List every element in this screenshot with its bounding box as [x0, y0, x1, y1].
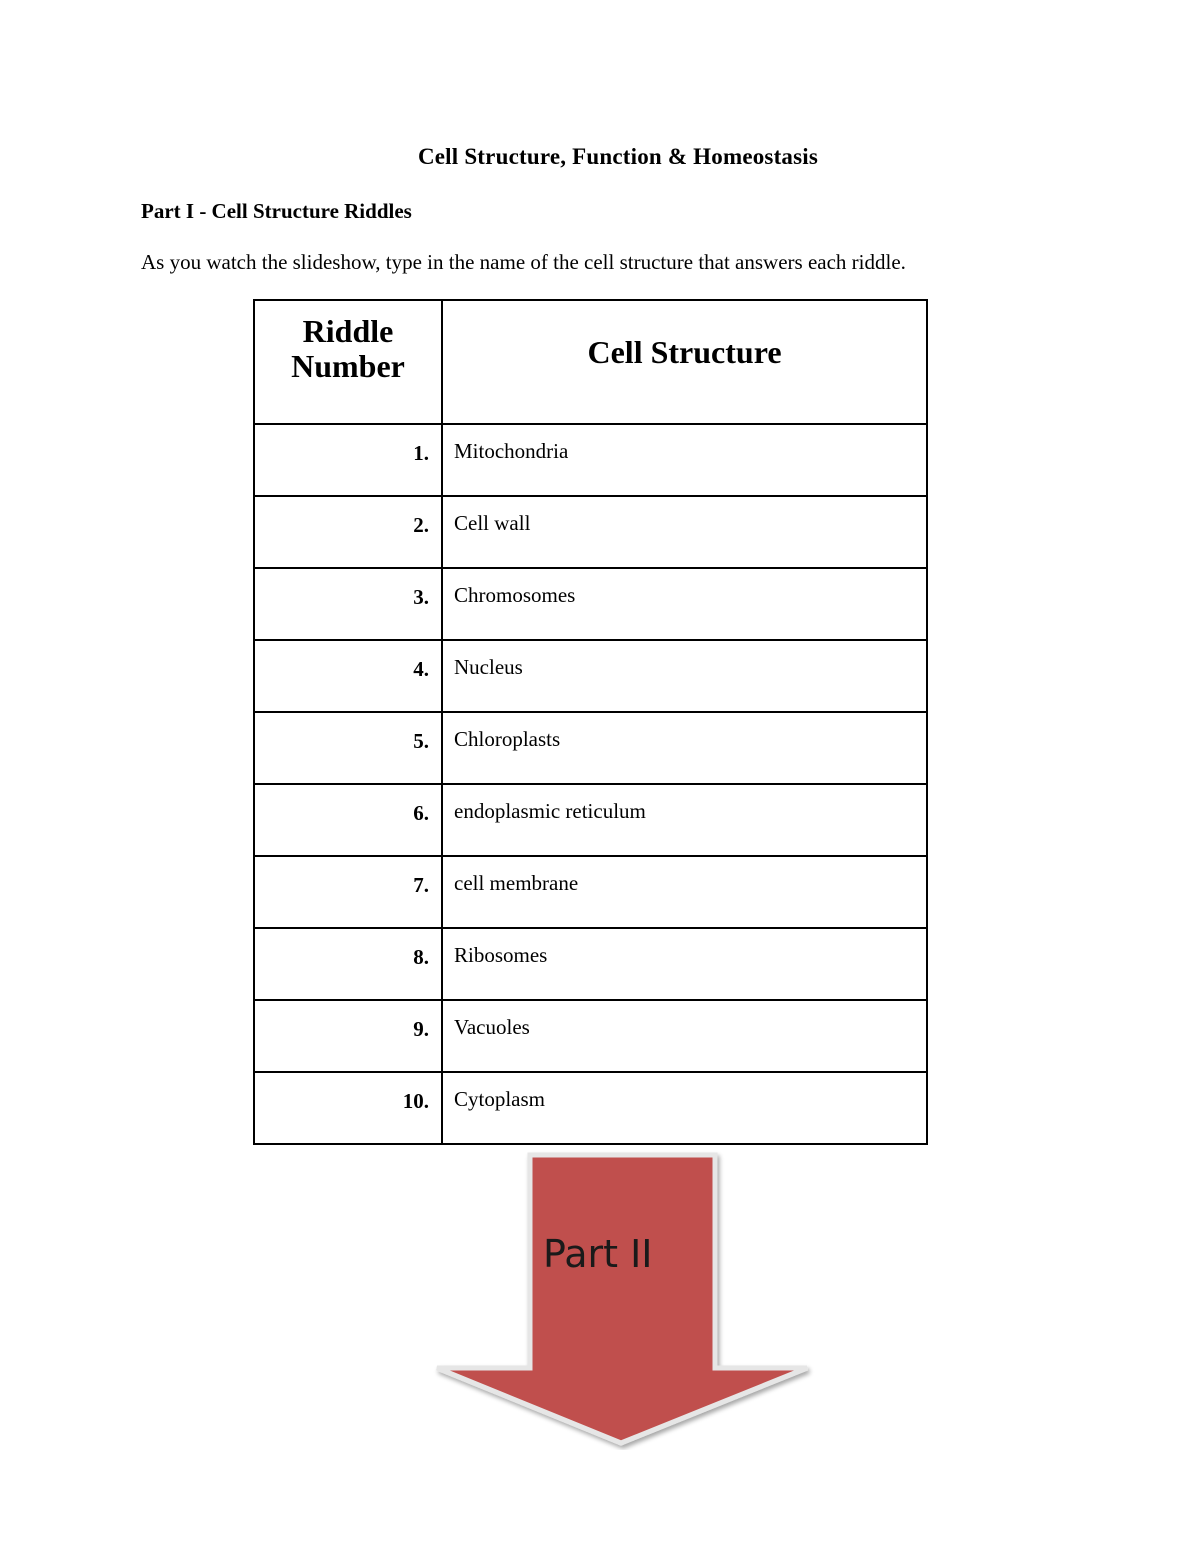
table-row [254, 1072, 927, 1144]
answer-field[interactable]: Nucleus [442, 640, 927, 712]
table-row [254, 928, 927, 1000]
document-title: Cell Structure, Function & Homeostasis [417, 144, 819, 169]
table-row [254, 712, 927, 784]
riddle-number: 8. [254, 928, 442, 1000]
table-row [254, 496, 927, 568]
answer-field[interactable]: Cell wall [442, 496, 927, 568]
cell-structure-header: Cell Structure [442, 300, 927, 424]
answer-field[interactable]: cell membrane [442, 856, 927, 928]
riddle-number: 7. [254, 856, 442, 928]
arrow-label: Part II [543, 1232, 653, 1276]
table-header-row [254, 300, 927, 424]
riddle-number: 5. [254, 712, 442, 784]
section-heading: Part I - Cell Structure Riddles [141, 199, 412, 223]
table-row [254, 1000, 927, 1072]
riddle-number: 9. [254, 1000, 442, 1072]
riddle-number: 6. [254, 784, 442, 856]
answer-field[interactable]: Mitochondria [442, 424, 927, 496]
answer-field[interactable]: Chromosomes [442, 568, 927, 640]
table-row [254, 784, 927, 856]
riddle-number: 2. [254, 496, 442, 568]
answer-field[interactable]: Vacuoles [442, 1000, 927, 1072]
table-row [254, 424, 927, 496]
riddle-number-header [254, 300, 442, 424]
riddle-number: 1. [254, 424, 442, 496]
instructions-text: As you watch the slideshow, type in the name of the cell structure that answers each riddle. [141, 250, 906, 274]
riddle-header-line1: Riddle [302, 313, 394, 349]
table-row [254, 856, 927, 928]
riddle-number: 3. [254, 568, 442, 640]
answer-field[interactable]: Ribosomes [442, 928, 927, 1000]
riddle-header-line2: Number [291, 348, 405, 384]
riddle-number: 10. [254, 1072, 442, 1144]
table-row [254, 640, 927, 712]
riddle-table [253, 299, 928, 1145]
down-arrow-shape [425, 1150, 815, 1450]
answer-field[interactable]: Cytoplasm [442, 1072, 927, 1144]
riddle-number: 4. [254, 640, 442, 712]
arrow-body [437, 1155, 807, 1443]
table-row [254, 568, 927, 640]
answer-field[interactable]: Chloroplasts [442, 712, 927, 784]
answer-field[interactable]: endoplasmic reticulum [442, 784, 927, 856]
